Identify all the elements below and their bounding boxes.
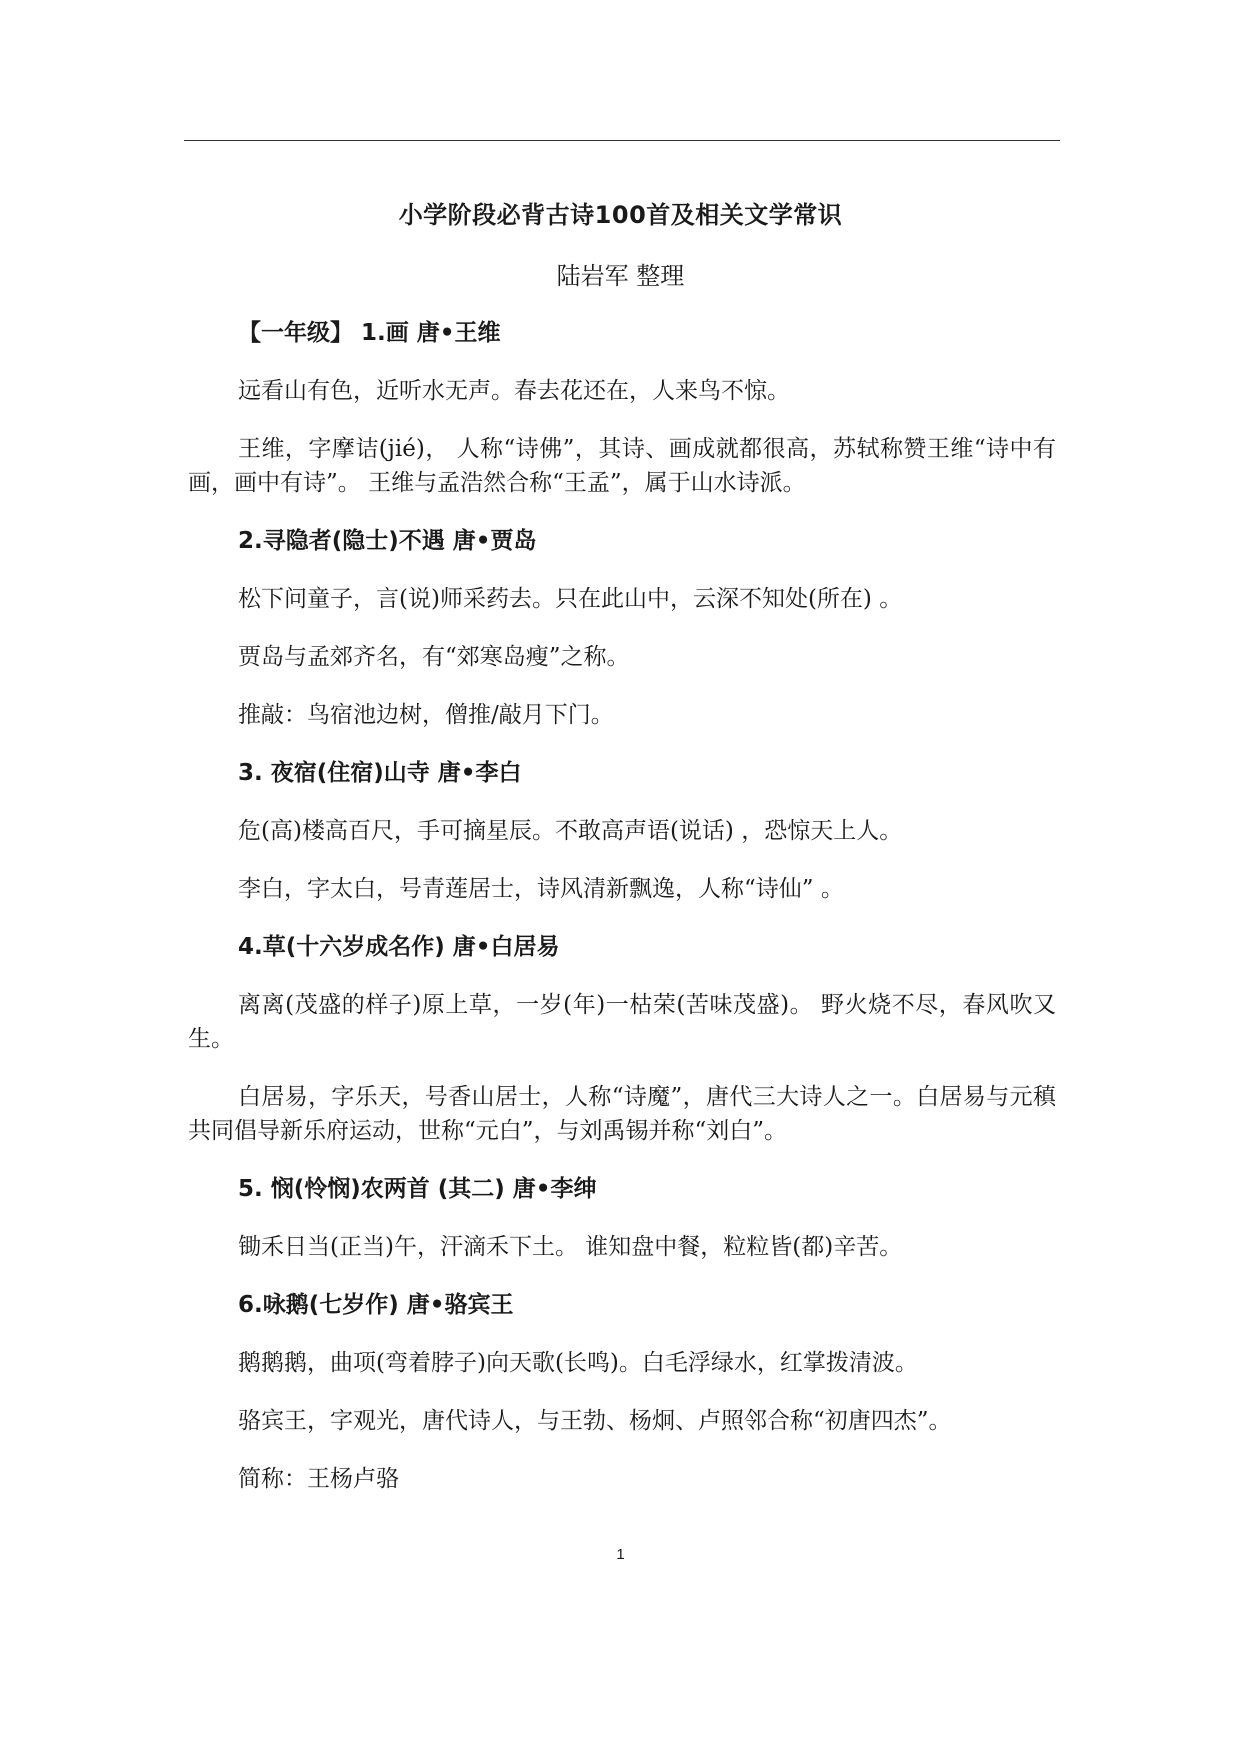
poem-heading: 2.寻隐者(隐士)不遇 唐•贾岛 <box>238 528 537 554</box>
poem-heading: 【一年级】 1.画 唐•王维 <box>238 320 501 346</box>
poem-heading: 4.草(十六岁成名作) 唐•白居易 <box>238 934 560 960</box>
poem-text: 锄禾日当(正当)午，汗滴禾下土。 谁知盘中餐，粒粒皆(都)辛苦。 <box>238 1234 903 1260</box>
literary-note: 李白，字太白，号青莲居士，诗风清新飘逸，人称“诗仙” 。 <box>238 876 844 902</box>
document-title: 小学阶段必背古诗100首及相关文学常识 <box>398 201 843 229</box>
poem-text: 危(高)楼高百尺，手可摘星辰。不敢高声语(说话) ，恐惊天上人。 <box>238 818 903 844</box>
poem-text: 鹅鹅鹅，曲项(弯着脖子)向天歌(长鸣)。白毛浮绿水，红掌拨清波。 <box>238 1350 918 1376</box>
literary-note: 推敲：鸟宿池边树，僧推/敲月下门。 <box>238 702 614 728</box>
literary-note: 简称：王杨卢骆 <box>238 1466 399 1492</box>
page-number: 1 <box>616 1546 625 1563</box>
poem-heading: 6.咏鹅(七岁作) 唐•骆宾王 <box>238 1292 514 1318</box>
literary-note: 王维，字摩诘(jié)， 人称“诗佛”，其诗、画成就都很高，苏轼称赞王维“诗中有画，画中有诗”。 王维与孟浩然合称“王孟”，属于山水诗派。 <box>188 436 1056 496</box>
literary-note: 贾岛与孟郊齐名，有“郊寒岛瘦”之称。 <box>238 644 630 670</box>
literary-note: 骆宾王，字观光，唐代诗人，与王勃、杨炯、卢照邻合称“初唐四杰”。 <box>238 1408 952 1434</box>
header-rule <box>184 140 1060 141</box>
poem-text: 松下问童子，言(说)师采药去。只在此山中，云深不知处(所在) 。 <box>238 586 903 612</box>
document-body <box>188 316 1056 1520</box>
document-author: 陆岩军 整理 <box>556 262 685 290</box>
poem-heading: 3. 夜宿(住宿)山寺 唐•李白 <box>238 760 522 786</box>
poem-text: 离离(茂盛的样子)原上草，一岁(年)一枯荣(苦味茂盛)。 野火烧不尽，春风吹又生。 <box>188 992 1056 1052</box>
poem-text: 远看山有色，近听水无声。春去花还在，人来鸟不惊。 <box>238 378 790 404</box>
literary-note: 白居易，字乐天，号香山居士，人称“诗魔”，唐代三大诗人之一。白居易与元稹共同倡导新乐府运动，世称“元白”，与刘禹锡并称“刘白”。 <box>188 1084 1056 1144</box>
poem-heading: 5. 悯(怜悯)农两首 (其二) 唐•李绅 <box>238 1176 597 1202</box>
